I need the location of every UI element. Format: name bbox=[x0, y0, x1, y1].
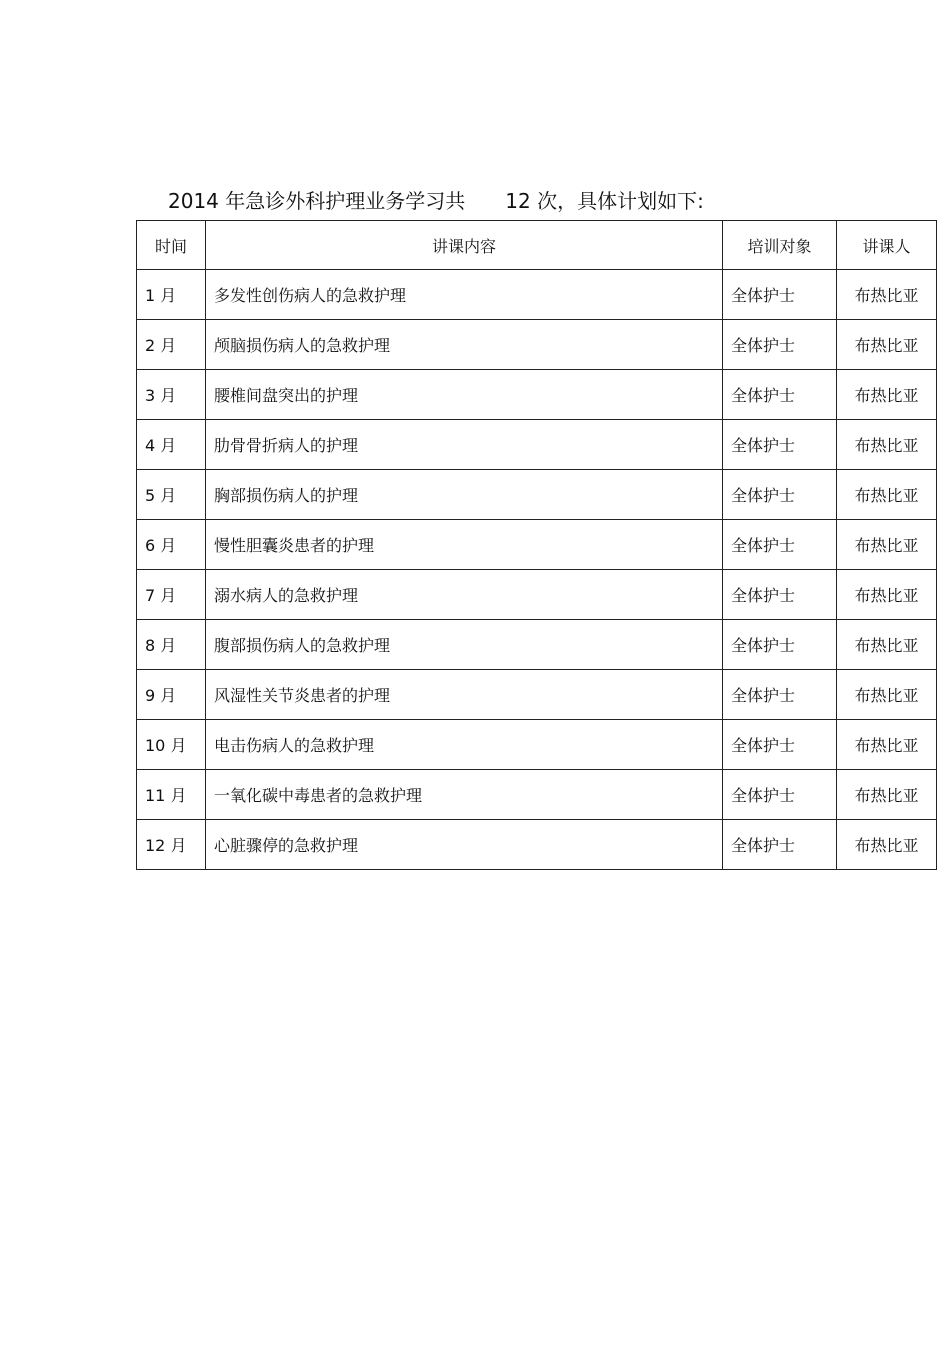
cell-month: 6 月 bbox=[137, 520, 206, 570]
cell-teacher: 布热比亚 bbox=[837, 620, 937, 670]
cell-month: 5 月 bbox=[137, 470, 206, 520]
cell-topic: 腰椎间盘突出的护理 bbox=[206, 370, 723, 420]
cell-topic: 心脏骤停的急救护理 bbox=[206, 820, 723, 870]
cell-teacher: 布热比亚 bbox=[837, 470, 937, 520]
cell-teacher: 布热比亚 bbox=[837, 720, 937, 770]
cell-month: 7 月 bbox=[137, 570, 206, 620]
table-row bbox=[137, 720, 937, 770]
cell-target: 全体护士 bbox=[723, 470, 837, 520]
cell-topic: 多发性创伤病人的急救护理 bbox=[206, 270, 723, 320]
table-row bbox=[137, 470, 937, 520]
table-row bbox=[137, 570, 937, 620]
header-teacher: 讲课人 bbox=[837, 221, 937, 270]
cell-target: 全体护士 bbox=[723, 520, 837, 570]
title-part-1: 2014 年急诊外科护理业务学习共 bbox=[168, 189, 466, 213]
cell-topic: 颅脑损伤病人的急救护理 bbox=[206, 320, 723, 370]
cell-topic: 肋骨骨折病人的护理 bbox=[206, 420, 723, 470]
header-content: 讲课内容 bbox=[206, 221, 723, 270]
header-target: 培训对象 bbox=[723, 221, 837, 270]
table-row bbox=[137, 770, 937, 820]
cell-topic: 一氧化碳中毒患者的急救护理 bbox=[206, 770, 723, 820]
header-time: 时间 bbox=[137, 221, 206, 270]
cell-target: 全体护士 bbox=[723, 270, 837, 320]
cell-target: 全体护士 bbox=[723, 720, 837, 770]
table-row bbox=[137, 520, 937, 570]
cell-teacher: 布热比亚 bbox=[837, 420, 937, 470]
cell-target: 全体护士 bbox=[723, 670, 837, 720]
study-plan-table bbox=[136, 220, 937, 870]
cell-month: 12 月 bbox=[137, 820, 206, 870]
cell-teacher: 布热比亚 bbox=[837, 570, 937, 620]
cell-topic: 慢性胆囊炎患者的护理 bbox=[206, 520, 723, 570]
cell-target: 全体护士 bbox=[723, 570, 837, 620]
cell-target: 全体护士 bbox=[723, 320, 837, 370]
cell-month: 3 月 bbox=[137, 370, 206, 420]
cell-month: 11 月 bbox=[137, 770, 206, 820]
cell-month: 10 月 bbox=[137, 720, 206, 770]
table-row bbox=[137, 270, 937, 320]
table-row bbox=[137, 320, 937, 370]
cell-month: 1 月 bbox=[137, 270, 206, 320]
cell-teacher: 布热比亚 bbox=[837, 520, 937, 570]
cell-topic: 胸部损伤病人的护理 bbox=[206, 470, 723, 520]
table-row bbox=[137, 620, 937, 670]
cell-target: 全体护士 bbox=[723, 620, 837, 670]
cell-topic: 电击伤病人的急救护理 bbox=[206, 720, 723, 770]
cell-month: 8 月 bbox=[137, 620, 206, 670]
cell-month: 4 月 bbox=[137, 420, 206, 470]
cell-target: 全体护士 bbox=[723, 370, 837, 420]
cell-month: 2 月 bbox=[137, 320, 206, 370]
cell-teacher: 布热比亚 bbox=[837, 270, 937, 320]
document-title bbox=[168, 186, 704, 216]
cell-topic: 溺水病人的急救护理 bbox=[206, 570, 723, 620]
cell-target: 全体护士 bbox=[723, 420, 837, 470]
title-part-2: 12 次，具体计划如下: bbox=[505, 189, 704, 213]
cell-target: 全体护士 bbox=[723, 820, 837, 870]
table-row bbox=[137, 820, 937, 870]
cell-topic: 风湿性关节炎患者的护理 bbox=[206, 670, 723, 720]
cell-teacher: 布热比亚 bbox=[837, 820, 937, 870]
cell-teacher: 布热比亚 bbox=[837, 770, 937, 820]
table-header-row bbox=[137, 221, 937, 270]
table-body bbox=[137, 270, 937, 870]
table-row bbox=[137, 670, 937, 720]
cell-teacher: 布热比亚 bbox=[837, 320, 937, 370]
cell-topic: 腹部损伤病人的急救护理 bbox=[206, 620, 723, 670]
cell-teacher: 布热比亚 bbox=[837, 370, 937, 420]
cell-teacher: 布热比亚 bbox=[837, 670, 937, 720]
table-row bbox=[137, 370, 937, 420]
cell-target: 全体护士 bbox=[723, 770, 837, 820]
table-row bbox=[137, 420, 937, 470]
cell-month: 9 月 bbox=[137, 670, 206, 720]
